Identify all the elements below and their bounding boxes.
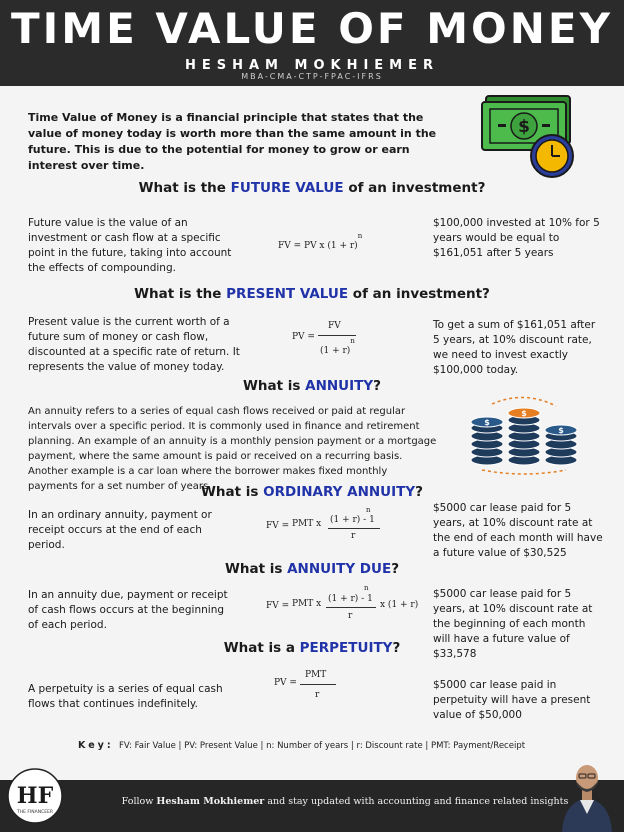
future-value-definition: Future value is the value of an investment or cash flow at a specific point in the future, taking into account the effects of compounding.	[28, 217, 232, 274]
author-name: HESHAM MOKHIEMER	[184, 58, 439, 73]
present-value-example: To get a sum of $161,051 after 5 years, at 10% discount rate, we need to invest exactly $100,000 today.	[433, 319, 596, 376]
heading-present-value: What is the PRESENT VALUE of an investment?	[134, 286, 490, 302]
perpetuity-example: $5000 car lease paid in perpetuity will have a present value of $50,000	[433, 679, 591, 721]
heading-future-value: What is the FUTURE VALUE of an investment?	[138, 180, 486, 196]
present-value-formula-lhs: PV =	[292, 332, 315, 342]
annuity-due-fraction-line	[326, 607, 376, 608]
footer-follow-text: Follow Hesham Mokhiemer and stay updated with accounting and finance related insights	[121, 796, 569, 807]
present-value-formula-numerator: FV	[328, 321, 341, 331]
ordinary-annuity-example: $5000 car lease paid for 5 years, at 10% discount rate at the end of each month will have a future value of $30,525	[433, 502, 603, 559]
heading-annuity: What is ANNUITY?	[243, 378, 381, 394]
annuity-due-example: $5000 car lease paid for 5 years, at 10% discount rate at the beginning of each month will have a future value of $33,578	[433, 588, 593, 660]
ordinary-annuity-fraction-line	[328, 528, 380, 529]
annuity-due-formula-exponent: n	[364, 584, 369, 592]
svg-text:$: $	[558, 426, 564, 435]
heading-annuity-due: What is ANNUITY DUE?	[224, 561, 400, 577]
ordinary-annuity-formula-exponent: n	[366, 506, 371, 514]
intro-paragraph: Time Value of Money is a financial principle that states that the value of money today is worth more than the same amount in the future. This is due to the potential for money to grow or earn interest over time.	[28, 111, 437, 172]
author-portrait-icon	[556, 752, 618, 832]
logo-icon	[6, 767, 64, 825]
annuity-due-formula-numerator: (1 + r) - 1	[328, 594, 373, 604]
annuity-due-formula-tail: x (1 + r)	[380, 600, 419, 610]
heading-ordinary-annuity: What is ORDINARY ANNUITY?	[201, 484, 423, 500]
present-value-formula-denominator: $(1 + r)^n$	[320, 337, 355, 356]
ordinary-annuity-formula-lhs: FV =	[266, 521, 290, 531]
ordinary-annuity-definition: In an ordinary annuity, payment or receipt occurs at the end of each period.	[28, 509, 212, 551]
svg-text:$: $	[521, 409, 527, 418]
perpetuity-fraction-line	[300, 684, 336, 685]
logo-letters: HF	[16, 783, 54, 809]
coin-stacks-icon	[462, 396, 592, 476]
annuity-due-formula-lhs: FV =	[266, 601, 290, 611]
footer-author-link[interactable]: Hesham Mokhiemer	[156, 796, 265, 807]
money-clock-icon	[478, 92, 588, 182]
perpetuity-formula-denominator: r	[315, 690, 320, 700]
author-credentials: MBA-CMA-CTP-FPAC-IFRS	[241, 72, 383, 81]
logo-caption: THE FINANCEER	[16, 810, 54, 815]
svg-text:$: $	[518, 117, 530, 137]
future-value-example: $100,000 invested at 10% for 5 years would be equal to $161,051 after 5 years	[433, 217, 600, 259]
annuity-due-formula-denominator: r	[348, 611, 353, 621]
ordinary-annuity-formula-denominator: r	[351, 531, 356, 541]
key-label: Key:	[78, 740, 114, 751]
perpetuity-formula-numerator: PMT	[305, 670, 327, 680]
annuity-due-definition: In an annuity due, payment or receipt of cash flows occurs at the beginning of each period.	[28, 589, 228, 631]
perpetuity-formula-lhs: PV =	[274, 678, 297, 688]
perpetuity-definition: A perpetuity is a series of equal cash flows that continues indefinitely.	[28, 683, 223, 710]
present-value-fraction-line	[318, 335, 356, 336]
annuity-definition: An annuity refers to a series of equal cash flows received or paid at regular intervals over a specific period. It is commonly used in finance and retirement planning. An example of an annuity is a monthly pension payment or a mortgage payment, where the same amount is paid or received on a recurring basis. Another example is a car loan where the borrower makes fixed monthly payments for a set number of years.	[28, 406, 437, 492]
present-value-definition: Present value is the current worth of a future sum of money or cash flow, discounted at a specific rate of return. It represents the value of money today.	[28, 316, 240, 373]
ordinary-annuity-formula-pmt: PMT x	[292, 519, 322, 529]
ordinary-annuity-formula-numerator: (1 + r) - 1	[330, 515, 375, 525]
future-value-formula: FV = PV x $(1 + r)^n$	[278, 232, 363, 251]
key-legend	[78, 740, 525, 751]
svg-text:$: $	[484, 418, 490, 427]
key-text: FV: Fair Value | PV: Present Value | n: Number of years | r: Discount rate | PMT: Payment/Receipt	[119, 741, 526, 751]
heading-perpetuity: What is a PERPETUITY?	[223, 640, 401, 656]
page-title: TIME VALUE OF MONEY	[11, 4, 613, 53]
annuity-due-formula-pmt: PMT x	[292, 599, 322, 609]
